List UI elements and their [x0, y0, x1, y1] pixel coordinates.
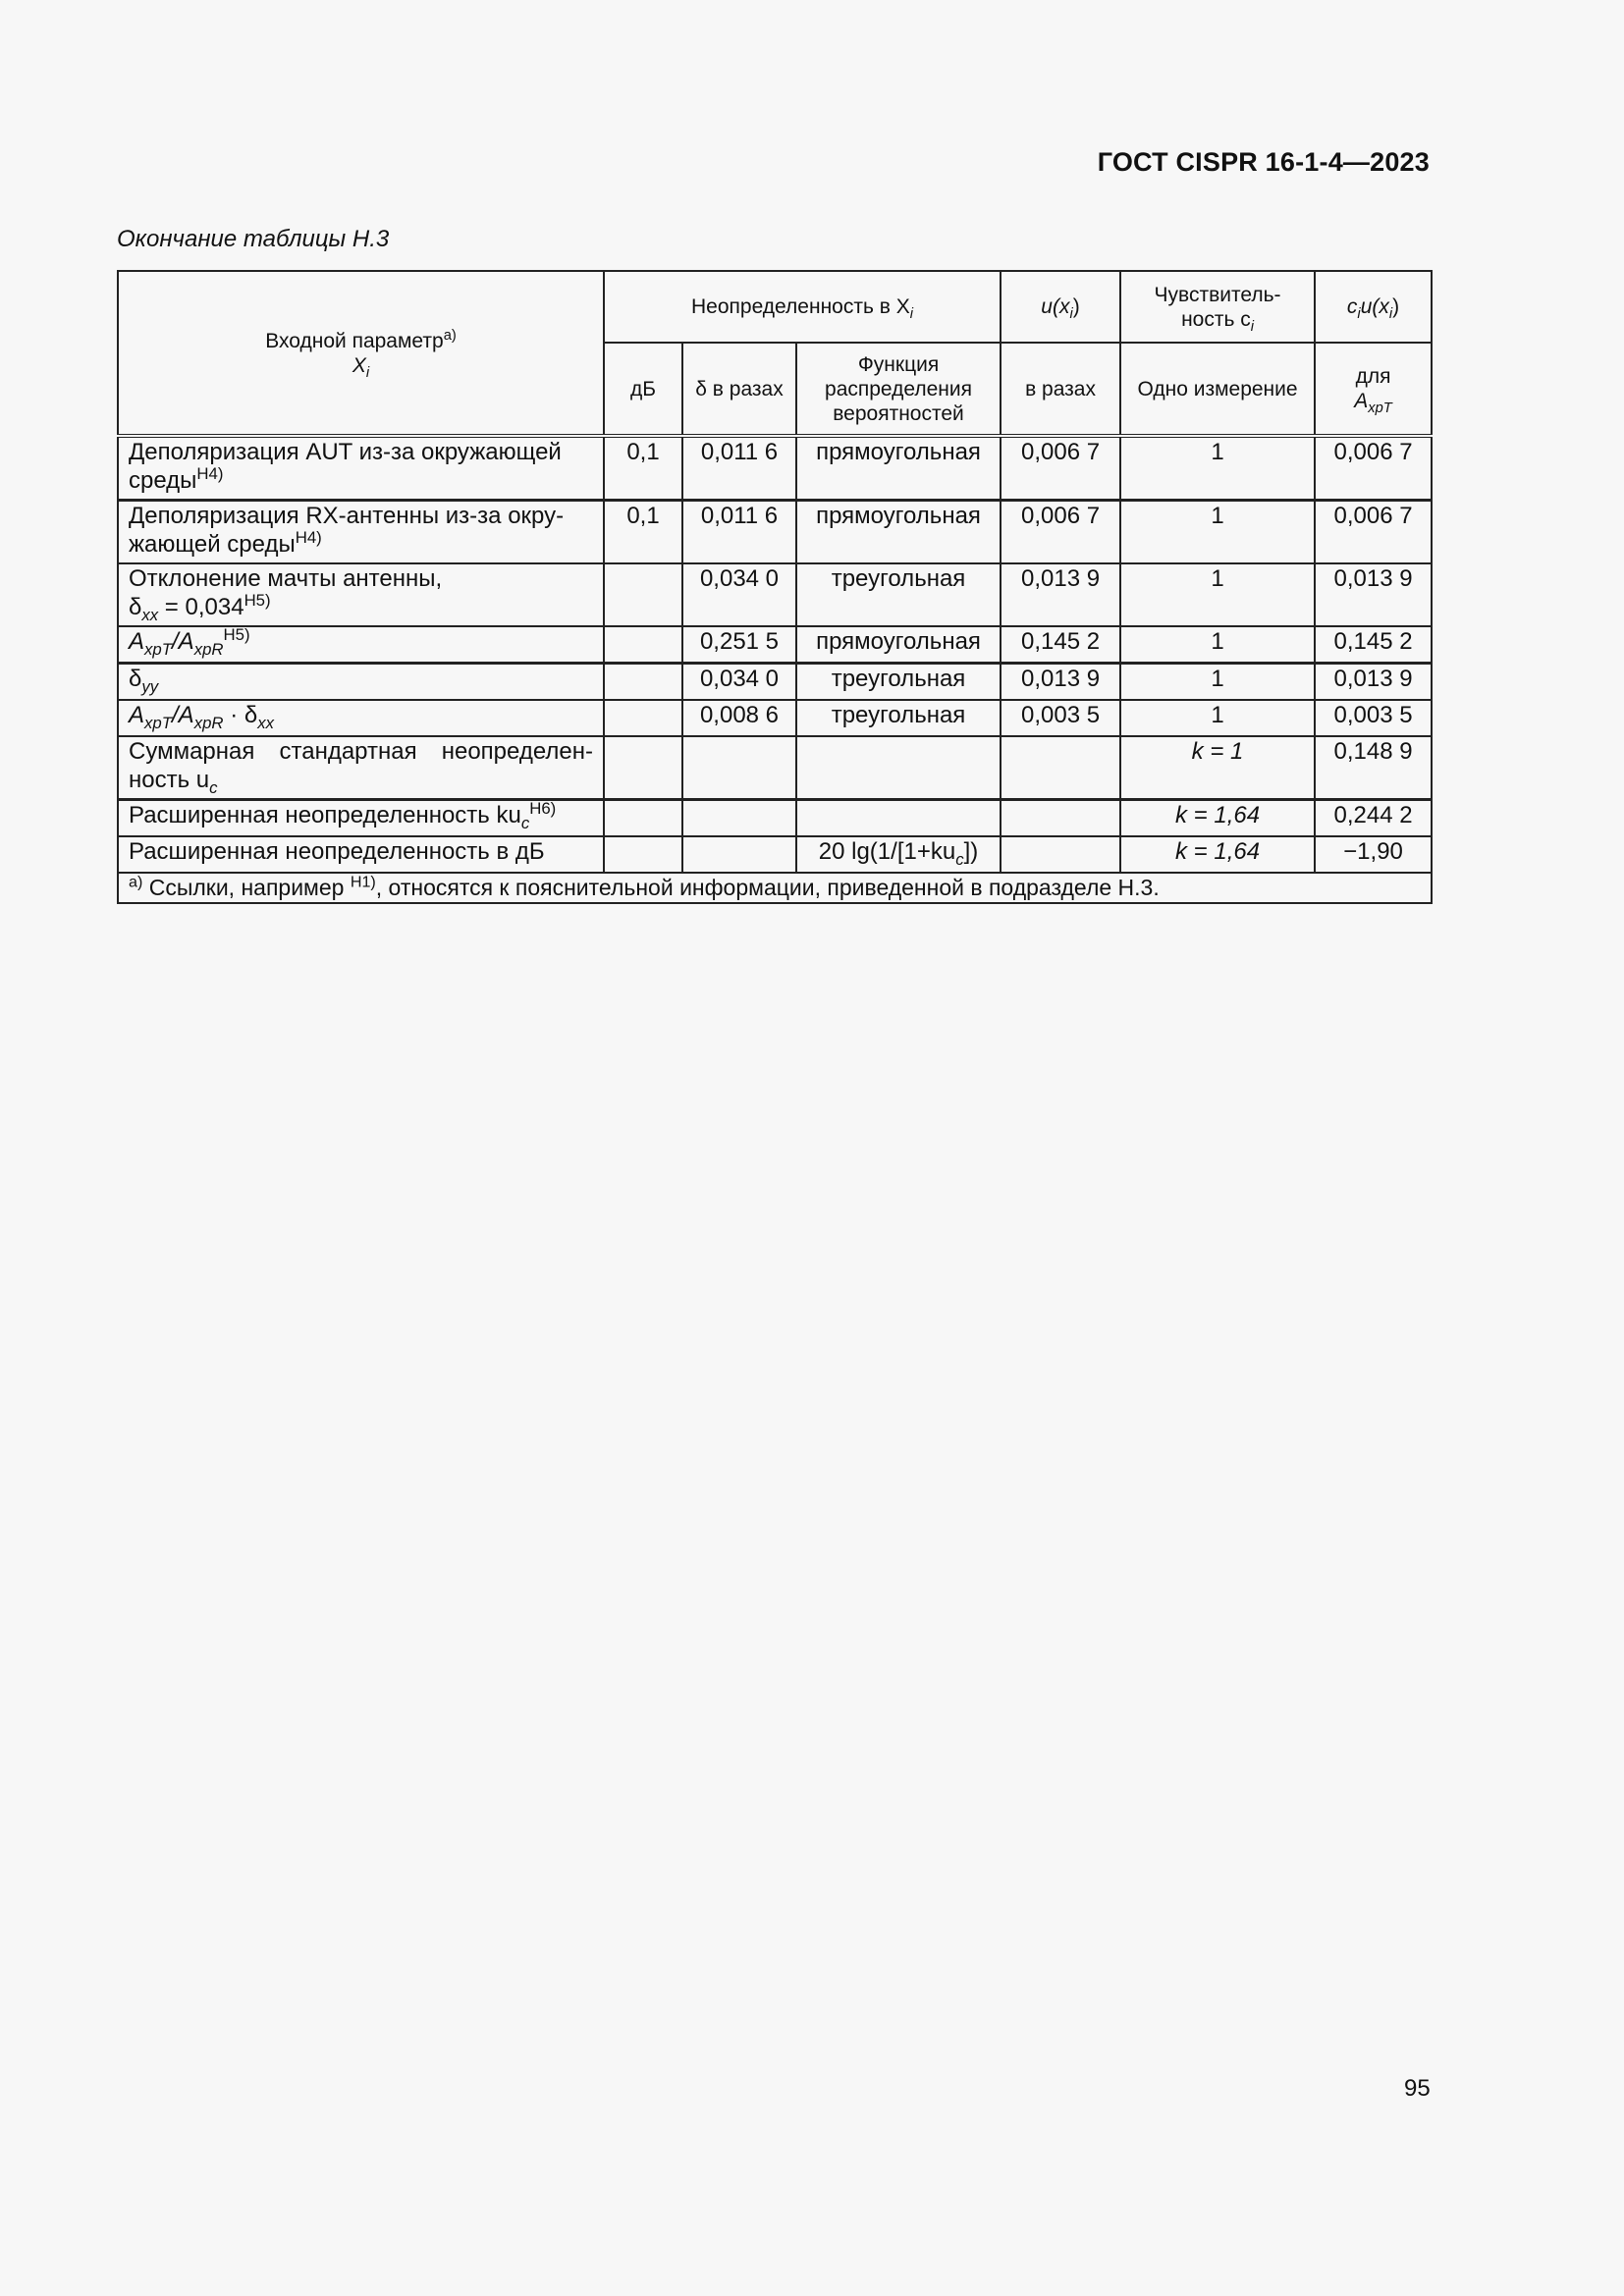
c-cell: 1	[1120, 563, 1315, 626]
delta-cell	[682, 836, 796, 873]
u-cell: 0,013 9	[1001, 563, 1120, 626]
param-cell: Отклонение мачты антенны, $\delta_{xx} = 0,034^{Н5)}$	[118, 563, 604, 626]
cu-cell: 0,145 2	[1315, 626, 1432, 664]
table-row	[118, 736, 1432, 800]
u-cell	[1001, 800, 1120, 837]
delta-cell: 0,011 6	[682, 501, 796, 564]
db-cell: 0,1	[604, 501, 682, 564]
header-uncertainty-group: Неопределенность в $X_i$	[604, 271, 1001, 343]
delta-cell	[682, 800, 796, 837]
table-footnote: $^{a)}$ Ссылки, например $^{Н1)}$, относятся к пояснительной информации, приведенной в подразделе Н.3.	[118, 873, 1432, 903]
param-cell: Суммарная стандартная неопределен-ность $u_c$	[118, 736, 604, 800]
param-cell: Деполяризация RX-антенны из-за окру-жающей среды$^{Н4)}$	[118, 501, 604, 564]
table-row	[118, 626, 1432, 664]
distribution-cell: 20 $\lg(1/[1+ku_c])$	[796, 836, 1001, 873]
document-id: ГОСТ CISPR 16-1-4—2023	[1097, 147, 1430, 177]
header-input-param: Входной параметр$^{a)}$ $X_i$	[118, 271, 604, 436]
header-for-axpt: для $A_{xpT}$	[1315, 343, 1432, 436]
distribution-cell: треугольная	[796, 664, 1001, 701]
header-u-xi: $u(x_i)$	[1001, 271, 1120, 343]
distribution-cell	[796, 736, 1001, 800]
param-cell: $\delta_{yy}$	[118, 664, 604, 701]
delta-cell: 0,011 6	[682, 436, 796, 501]
distribution-cell: прямоугольная	[796, 501, 1001, 564]
header-distribution: Функция распределения вероятностей	[796, 343, 1001, 436]
db-cell	[604, 736, 682, 800]
table-row	[118, 836, 1432, 873]
u-cell	[1001, 836, 1120, 873]
db-cell	[604, 626, 682, 664]
delta-cell: 0,034 0	[682, 664, 796, 701]
distribution-cell: прямоугольная	[796, 626, 1001, 664]
header-ci-u-xi: $c_iu(x_i)$	[1315, 271, 1432, 343]
header-db: дБ	[604, 343, 682, 436]
cu-cell: 0,006 7	[1315, 501, 1432, 564]
cu-cell: 0,003 5	[1315, 700, 1432, 736]
u-cell	[1001, 736, 1120, 800]
u-cell: 0,006 7	[1001, 436, 1120, 501]
page-number: 95	[1404, 2075, 1431, 2102]
table-caption: Окончание таблицы Н.3	[117, 226, 390, 252]
db-cell	[604, 664, 682, 701]
cu-cell: 0,148 9	[1315, 736, 1432, 800]
c-cell: 1	[1120, 501, 1315, 564]
uncertainty-table	[117, 270, 1433, 904]
table-row	[118, 501, 1432, 564]
db-cell	[604, 700, 682, 736]
c-cell: 1	[1120, 626, 1315, 664]
delta-cell: 0,034 0	[682, 563, 796, 626]
c-cell: k = 1	[1120, 736, 1315, 800]
delta-cell: 0,008 6	[682, 700, 796, 736]
delta-cell: 0,251 5	[682, 626, 796, 664]
param-cell: Расширенная неопределенность в дБ	[118, 836, 604, 873]
c-cell: 1	[1120, 664, 1315, 701]
cu-cell: −1,90	[1315, 836, 1432, 873]
table-row	[118, 563, 1432, 626]
u-cell: 0,006 7	[1001, 501, 1120, 564]
table-row	[118, 664, 1432, 701]
param-cell: $A_{xpT}/A_{xpR} \cdot \delta_{xx}$	[118, 700, 604, 736]
c-cell: k = 1,64	[1120, 836, 1315, 873]
u-cell: 0,013 9	[1001, 664, 1120, 701]
db-cell: 0,1	[604, 436, 682, 501]
distribution-cell: прямоугольная	[796, 436, 1001, 501]
header-single-measurement: Одно измерение	[1120, 343, 1315, 436]
table-row	[118, 436, 1432, 501]
table-row	[118, 800, 1432, 837]
cu-cell: 0,006 7	[1315, 436, 1432, 501]
header-sensitivity: Чувствитель-ность $c_i$	[1120, 271, 1315, 343]
delta-cell	[682, 736, 796, 800]
table-footnote-row	[118, 873, 1432, 903]
c-cell: 1	[1120, 436, 1315, 501]
header-u-times: в разах	[1001, 343, 1120, 436]
c-cell: 1	[1120, 700, 1315, 736]
db-cell	[604, 563, 682, 626]
distribution-cell: треугольная	[796, 700, 1001, 736]
cu-cell: 0,013 9	[1315, 664, 1432, 701]
param-cell: Расширенная неопределенность $ku_c^{Н6)}$	[118, 800, 604, 837]
db-cell	[604, 800, 682, 837]
distribution-cell	[796, 800, 1001, 837]
header-delta-times: δ в разах	[682, 343, 796, 436]
param-cell: Деполяризация AUT из-за окружающей среды$^{Н4)}$	[118, 436, 604, 501]
distribution-cell: треугольная	[796, 563, 1001, 626]
c-cell: k = 1,64	[1120, 800, 1315, 837]
u-cell: 0,145 2	[1001, 626, 1120, 664]
param-cell: $A_{xpT}/A_{xpR}^{H5)}$	[118, 626, 604, 664]
cu-cell: 0,244 2	[1315, 800, 1432, 837]
db-cell	[604, 836, 682, 873]
u-cell: 0,003 5	[1001, 700, 1120, 736]
cu-cell: 0,013 9	[1315, 563, 1432, 626]
table-row	[118, 700, 1432, 736]
